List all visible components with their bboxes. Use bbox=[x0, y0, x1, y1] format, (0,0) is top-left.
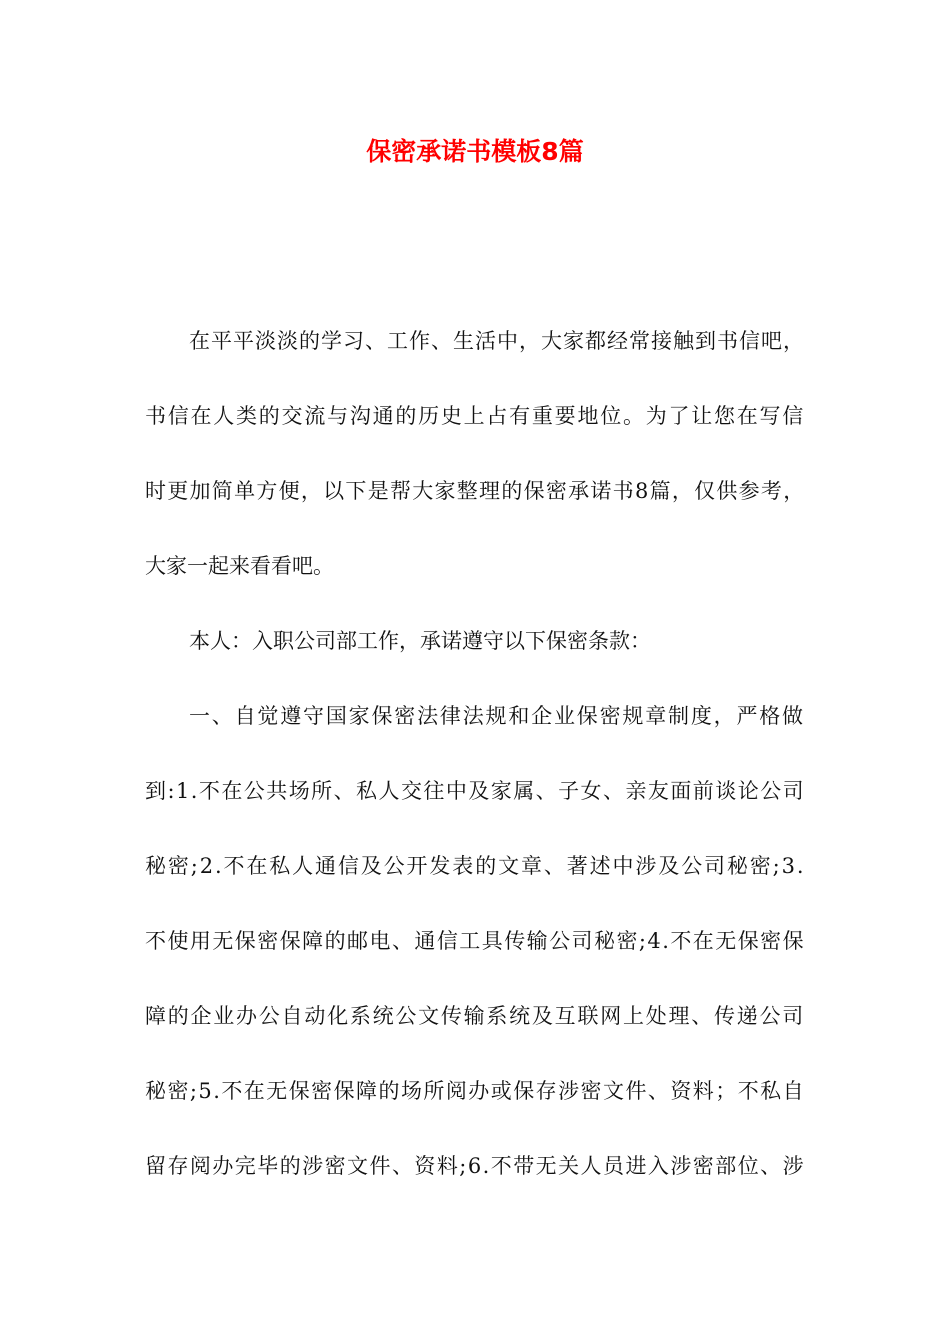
paragraph-line: 留存阅办完毕的涉密文件、资料;6.不带无关人员进入涉密部位、涉 bbox=[145, 1154, 806, 1178]
paragraph-line: 大家一起来看看吧。 bbox=[145, 554, 334, 578]
paragraph-line: 不使用无保密保障的邮电、通信工具传输公司秘密;4.不在无保密保 bbox=[145, 929, 806, 953]
paragraph-line: 书信在人类的交流与沟通的历史上占有重要地位。为了让您在写信 bbox=[145, 404, 806, 428]
paragraph-line: 时更加简单方便，以下是帮大家整理的保密承诺书8篇，仅供参考， bbox=[145, 479, 806, 503]
paragraph-line: 障的企业办公自动化系统公文传输系统及互联网上处理、传递公司 bbox=[145, 1004, 806, 1028]
paragraph-line: 秘密;5.不在无保密保障的场所阅办或保存涉密文件、资料；不私自 bbox=[145, 1079, 806, 1103]
paragraph-line: 到:1.不在公共场所、私人交往中及家属、子女、亲友面前谈论公司 bbox=[145, 779, 806, 803]
paragraph-line: 在平平淡淡的学习、工作、生活中，大家都经常接触到书信吧， bbox=[189, 329, 805, 353]
document-title: 保密承诺书模板8篇 bbox=[366, 137, 584, 166]
paragraph-line: 本人：入职公司部工作，承诺遵守以下保密条款： bbox=[189, 629, 651, 653]
paragraph-line: 秘密;2.不在私人通信及公开发表的文章、著述中涉及公司秘密;3. bbox=[145, 854, 806, 878]
paragraph-line: 一、自觉遵守国家保密法律法规和企业保密规章制度，严格做 bbox=[189, 704, 805, 728]
